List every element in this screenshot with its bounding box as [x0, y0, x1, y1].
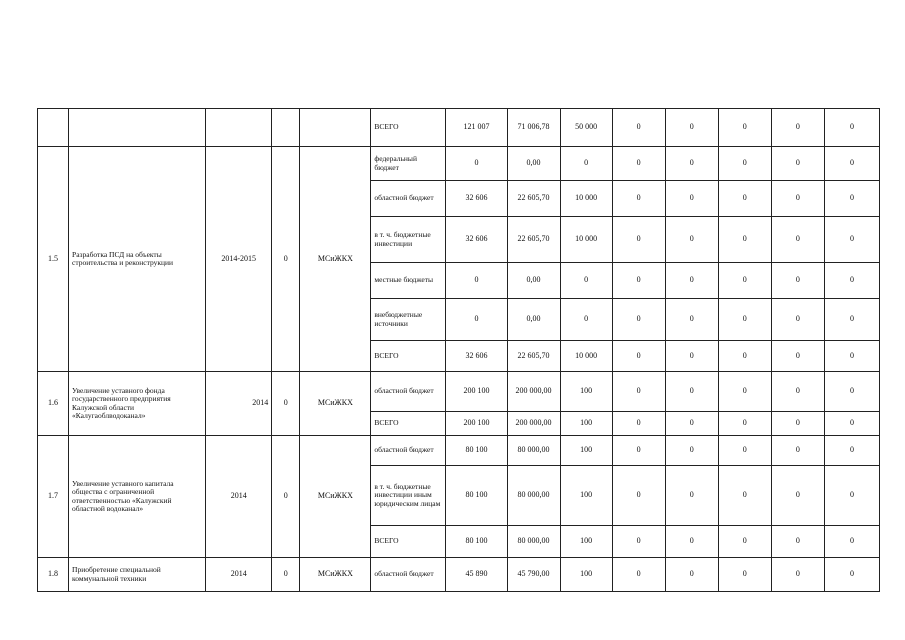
value-cell: 0	[771, 147, 824, 181]
item-executor: МСиЖКХ	[300, 436, 371, 558]
funding-source: областной бюджет	[371, 372, 446, 412]
value-cell: 10 000	[560, 217, 612, 263]
value-cell: 0	[771, 341, 824, 372]
table-row	[38, 558, 880, 592]
value-cell: 0	[665, 436, 718, 466]
value-cell: 0,00	[507, 263, 560, 299]
value-cell: 0	[824, 181, 879, 217]
value-cell: 0	[612, 436, 665, 466]
value-cell: 0	[665, 412, 718, 436]
value-cell: 200 100	[446, 372, 507, 412]
table-row	[38, 372, 880, 412]
value-cell: 0	[718, 372, 771, 412]
value-cell: 0	[718, 299, 771, 341]
item-number: 1.7	[38, 436, 69, 558]
funding-source: внебюджетные источники	[371, 299, 446, 341]
item-period	[206, 109, 272, 147]
value-cell: 0	[612, 412, 665, 436]
funding-source: федеральный бюджет	[371, 147, 446, 181]
value-cell: 0	[771, 181, 824, 217]
funding-source: в т. ч. бюджетные инвестиции	[371, 217, 446, 263]
value-cell: 0	[718, 263, 771, 299]
value-cell: 0	[665, 526, 718, 558]
funding-source: ВСЕГО	[371, 341, 446, 372]
value-cell: 22 605,70	[507, 217, 560, 263]
value-cell: 121 007	[446, 109, 507, 147]
value-cell: 100	[560, 466, 612, 526]
value-cell: 0	[718, 147, 771, 181]
value-cell: 0	[771, 263, 824, 299]
value-cell: 80 000,00	[507, 466, 560, 526]
value-cell: 0	[824, 341, 879, 372]
value-cell: 0	[771, 412, 824, 436]
item-executor: МСиЖКХ	[300, 558, 371, 592]
item-number	[38, 109, 69, 147]
item-executor: МСиЖКХ	[300, 147, 371, 372]
value-cell: 0	[824, 299, 879, 341]
value-cell: 32 606	[446, 217, 507, 263]
value-cell: 0	[612, 526, 665, 558]
value-cell: 0	[612, 558, 665, 592]
item-name: Увеличение уставного фонда государственного предприятия Калужской области «Калугаоблводоканал»	[69, 372, 206, 436]
value-cell: 80 000,00	[507, 436, 560, 466]
value-cell: 0	[718, 558, 771, 592]
value-cell: 0	[718, 109, 771, 147]
value-cell: 80 100	[446, 526, 507, 558]
value-cell: 0	[612, 372, 665, 412]
value-cell: 0	[771, 372, 824, 412]
item-period: 2014	[206, 372, 272, 436]
item-col4: 0	[272, 372, 300, 436]
value-cell: 0	[560, 299, 612, 341]
value-cell: 0	[824, 147, 879, 181]
value-cell: 0	[824, 372, 879, 412]
value-cell: 0	[718, 341, 771, 372]
value-cell: 100	[560, 412, 612, 436]
value-cell: 0	[612, 263, 665, 299]
value-cell: 0	[612, 109, 665, 147]
item-name: Разработка ПСД на объекты строительства и реконструкции	[69, 147, 206, 372]
item-col4: 0	[272, 558, 300, 592]
value-cell: 0	[446, 263, 507, 299]
funding-source: ВСЕГО	[371, 412, 446, 436]
value-cell: 0	[718, 526, 771, 558]
item-col4: 0	[272, 147, 300, 372]
value-cell: 100	[560, 526, 612, 558]
table-row	[38, 147, 880, 181]
value-cell: 0	[824, 412, 879, 436]
item-executor: МСиЖКХ	[300, 372, 371, 436]
value-cell: 0	[771, 109, 824, 147]
value-cell: 100	[560, 558, 612, 592]
value-cell: 71 006,78	[507, 109, 560, 147]
item-name	[69, 109, 206, 147]
value-cell: 0	[824, 558, 879, 592]
value-cell: 0	[824, 217, 879, 263]
item-col4: 0	[272, 436, 300, 558]
funding-source: областной бюджет	[371, 558, 446, 592]
value-cell: 0	[718, 436, 771, 466]
value-cell: 0	[665, 466, 718, 526]
item-number: 1.5	[38, 147, 69, 372]
value-cell: 200 000,00	[507, 412, 560, 436]
value-cell: 0	[612, 341, 665, 372]
value-cell: 10 000	[560, 181, 612, 217]
value-cell: 0	[446, 299, 507, 341]
value-cell: 0	[665, 558, 718, 592]
item-number: 1.6	[38, 372, 69, 436]
value-cell: 0	[771, 299, 824, 341]
value-cell: 0	[560, 147, 612, 181]
value-cell: 0	[560, 263, 612, 299]
value-cell: 0	[718, 181, 771, 217]
value-cell: 80 000,00	[507, 526, 560, 558]
funding-source: местные бюджеты	[371, 263, 446, 299]
funding-source: ВСЕГО	[371, 526, 446, 558]
value-cell: 0	[665, 217, 718, 263]
value-cell: 0	[665, 147, 718, 181]
value-cell: 0	[824, 526, 879, 558]
value-cell: 0	[612, 147, 665, 181]
value-cell: 0,00	[507, 299, 560, 341]
item-period: 2014-2015	[206, 147, 272, 372]
value-cell: 0	[718, 412, 771, 436]
value-cell: 0,00	[507, 147, 560, 181]
funding-source: областной бюджет	[371, 436, 446, 466]
value-cell: 0	[665, 263, 718, 299]
value-cell: 80 100	[446, 466, 507, 526]
item-number: 1.8	[38, 558, 69, 592]
value-cell: 50 000	[560, 109, 612, 147]
value-cell: 0	[665, 372, 718, 412]
value-cell: 0	[665, 109, 718, 147]
value-cell: 200 000,00	[507, 372, 560, 412]
funding-source: областной бюджет	[371, 181, 446, 217]
value-cell: 0	[771, 436, 824, 466]
value-cell: 45 790,00	[507, 558, 560, 592]
item-col4	[272, 109, 300, 147]
value-cell: 0	[771, 558, 824, 592]
table-row	[38, 109, 880, 147]
value-cell: 32 606	[446, 341, 507, 372]
value-cell: 0	[665, 341, 718, 372]
value-cell: 100	[560, 372, 612, 412]
value-cell: 0	[824, 466, 879, 526]
item-period: 2014	[206, 558, 272, 592]
value-cell: 100	[560, 436, 612, 466]
value-cell: 10 000	[560, 341, 612, 372]
item-executor	[300, 109, 371, 147]
value-cell: 0	[824, 109, 879, 147]
value-cell: 0	[771, 466, 824, 526]
value-cell: 0	[771, 526, 824, 558]
funding-source: ВСЕГО	[371, 109, 446, 147]
table-row	[38, 436, 880, 466]
value-cell: 0	[718, 217, 771, 263]
value-cell: 0	[824, 436, 879, 466]
value-cell: 22 605,70	[507, 341, 560, 372]
item-name: Увеличение уставного капитала общества с ограниченной ответственностью «Калужский областной водоканал»	[69, 436, 206, 558]
value-cell: 0	[612, 466, 665, 526]
value-cell: 0	[612, 299, 665, 341]
value-cell: 0	[824, 263, 879, 299]
value-cell: 32 606	[446, 181, 507, 217]
value-cell: 0	[665, 299, 718, 341]
value-cell: 200 100	[446, 412, 507, 436]
value-cell: 0	[718, 466, 771, 526]
value-cell: 22 605,70	[507, 181, 560, 217]
value-cell: 0	[665, 181, 718, 217]
value-cell: 45 890	[446, 558, 507, 592]
funding-source: в т. ч. бюджетные инвестиции иным юридическим лицам	[371, 466, 446, 526]
value-cell: 0	[446, 147, 507, 181]
item-name: Приобретение специальной коммунальной техники	[69, 558, 206, 592]
value-cell: 0	[612, 181, 665, 217]
value-cell: 80 100	[446, 436, 507, 466]
item-period: 2014	[206, 436, 272, 558]
value-cell: 0	[771, 217, 824, 263]
budget-table	[37, 108, 880, 592]
value-cell: 0	[612, 217, 665, 263]
